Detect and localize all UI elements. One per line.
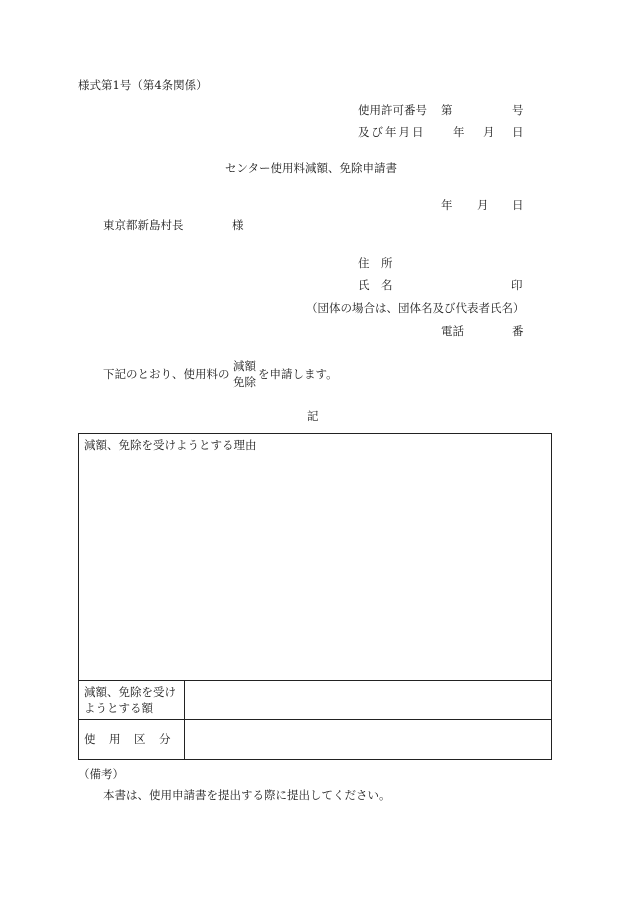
table-divider-2	[78, 719, 552, 720]
permit-year: 年	[453, 125, 465, 139]
remarks-heading: （備考）	[78, 767, 124, 781]
reason-label: 減額、免除を受けようとする理由	[84, 438, 257, 452]
remarks-text: 本書は、使用申請書を提出する際に提出してください。	[103, 788, 391, 802]
category-label: 使 用 区 分	[84, 732, 172, 746]
submit-year: 年	[441, 198, 453, 212]
address-label: 住 所	[358, 256, 393, 270]
seal-mark: 印	[511, 278, 523, 292]
ki-mark: 記	[307, 409, 319, 423]
option-exemption: 免除	[233, 375, 256, 389]
document-title: センター使用料減額、免除申請書	[225, 161, 398, 175]
submit-day: 日	[512, 198, 524, 212]
reason-field[interactable]	[80, 458, 550, 678]
table-divider-1	[78, 680, 552, 681]
addressee-honorific: 様	[232, 218, 244, 232]
table-column-divider	[184, 680, 185, 760]
permit-dai: 第	[441, 103, 453, 117]
name-label: 氏 名	[358, 278, 393, 292]
permit-go: 号	[512, 103, 524, 117]
permit-date-label: 及び年月日	[358, 125, 426, 139]
form-number: 様式第1号（第4条関係）	[78, 78, 208, 92]
group-note: （団体の場合は、団体名及び代表者氏名）	[306, 301, 525, 315]
amount-label-line1: 減額、免除を受け	[84, 685, 176, 699]
phone-suffix: 番	[512, 324, 524, 338]
permit-month: 月	[483, 125, 495, 139]
amount-label-line2: ようとする額	[84, 701, 153, 715]
statement-prefix: 下記のとおり、使用料の	[103, 367, 230, 381]
phone-label: 電話	[441, 324, 464, 338]
addressee-name: 東京都新島村長	[103, 218, 184, 232]
submit-month: 月	[477, 198, 489, 212]
option-reduction: 減額	[233, 359, 256, 373]
permit-day: 日	[512, 125, 524, 139]
amount-field[interactable]	[186, 682, 550, 718]
category-field[interactable]	[186, 721, 550, 758]
statement-suffix: を申請します。	[258, 367, 338, 381]
permit-number-label: 使用許可番号	[358, 103, 427, 117]
